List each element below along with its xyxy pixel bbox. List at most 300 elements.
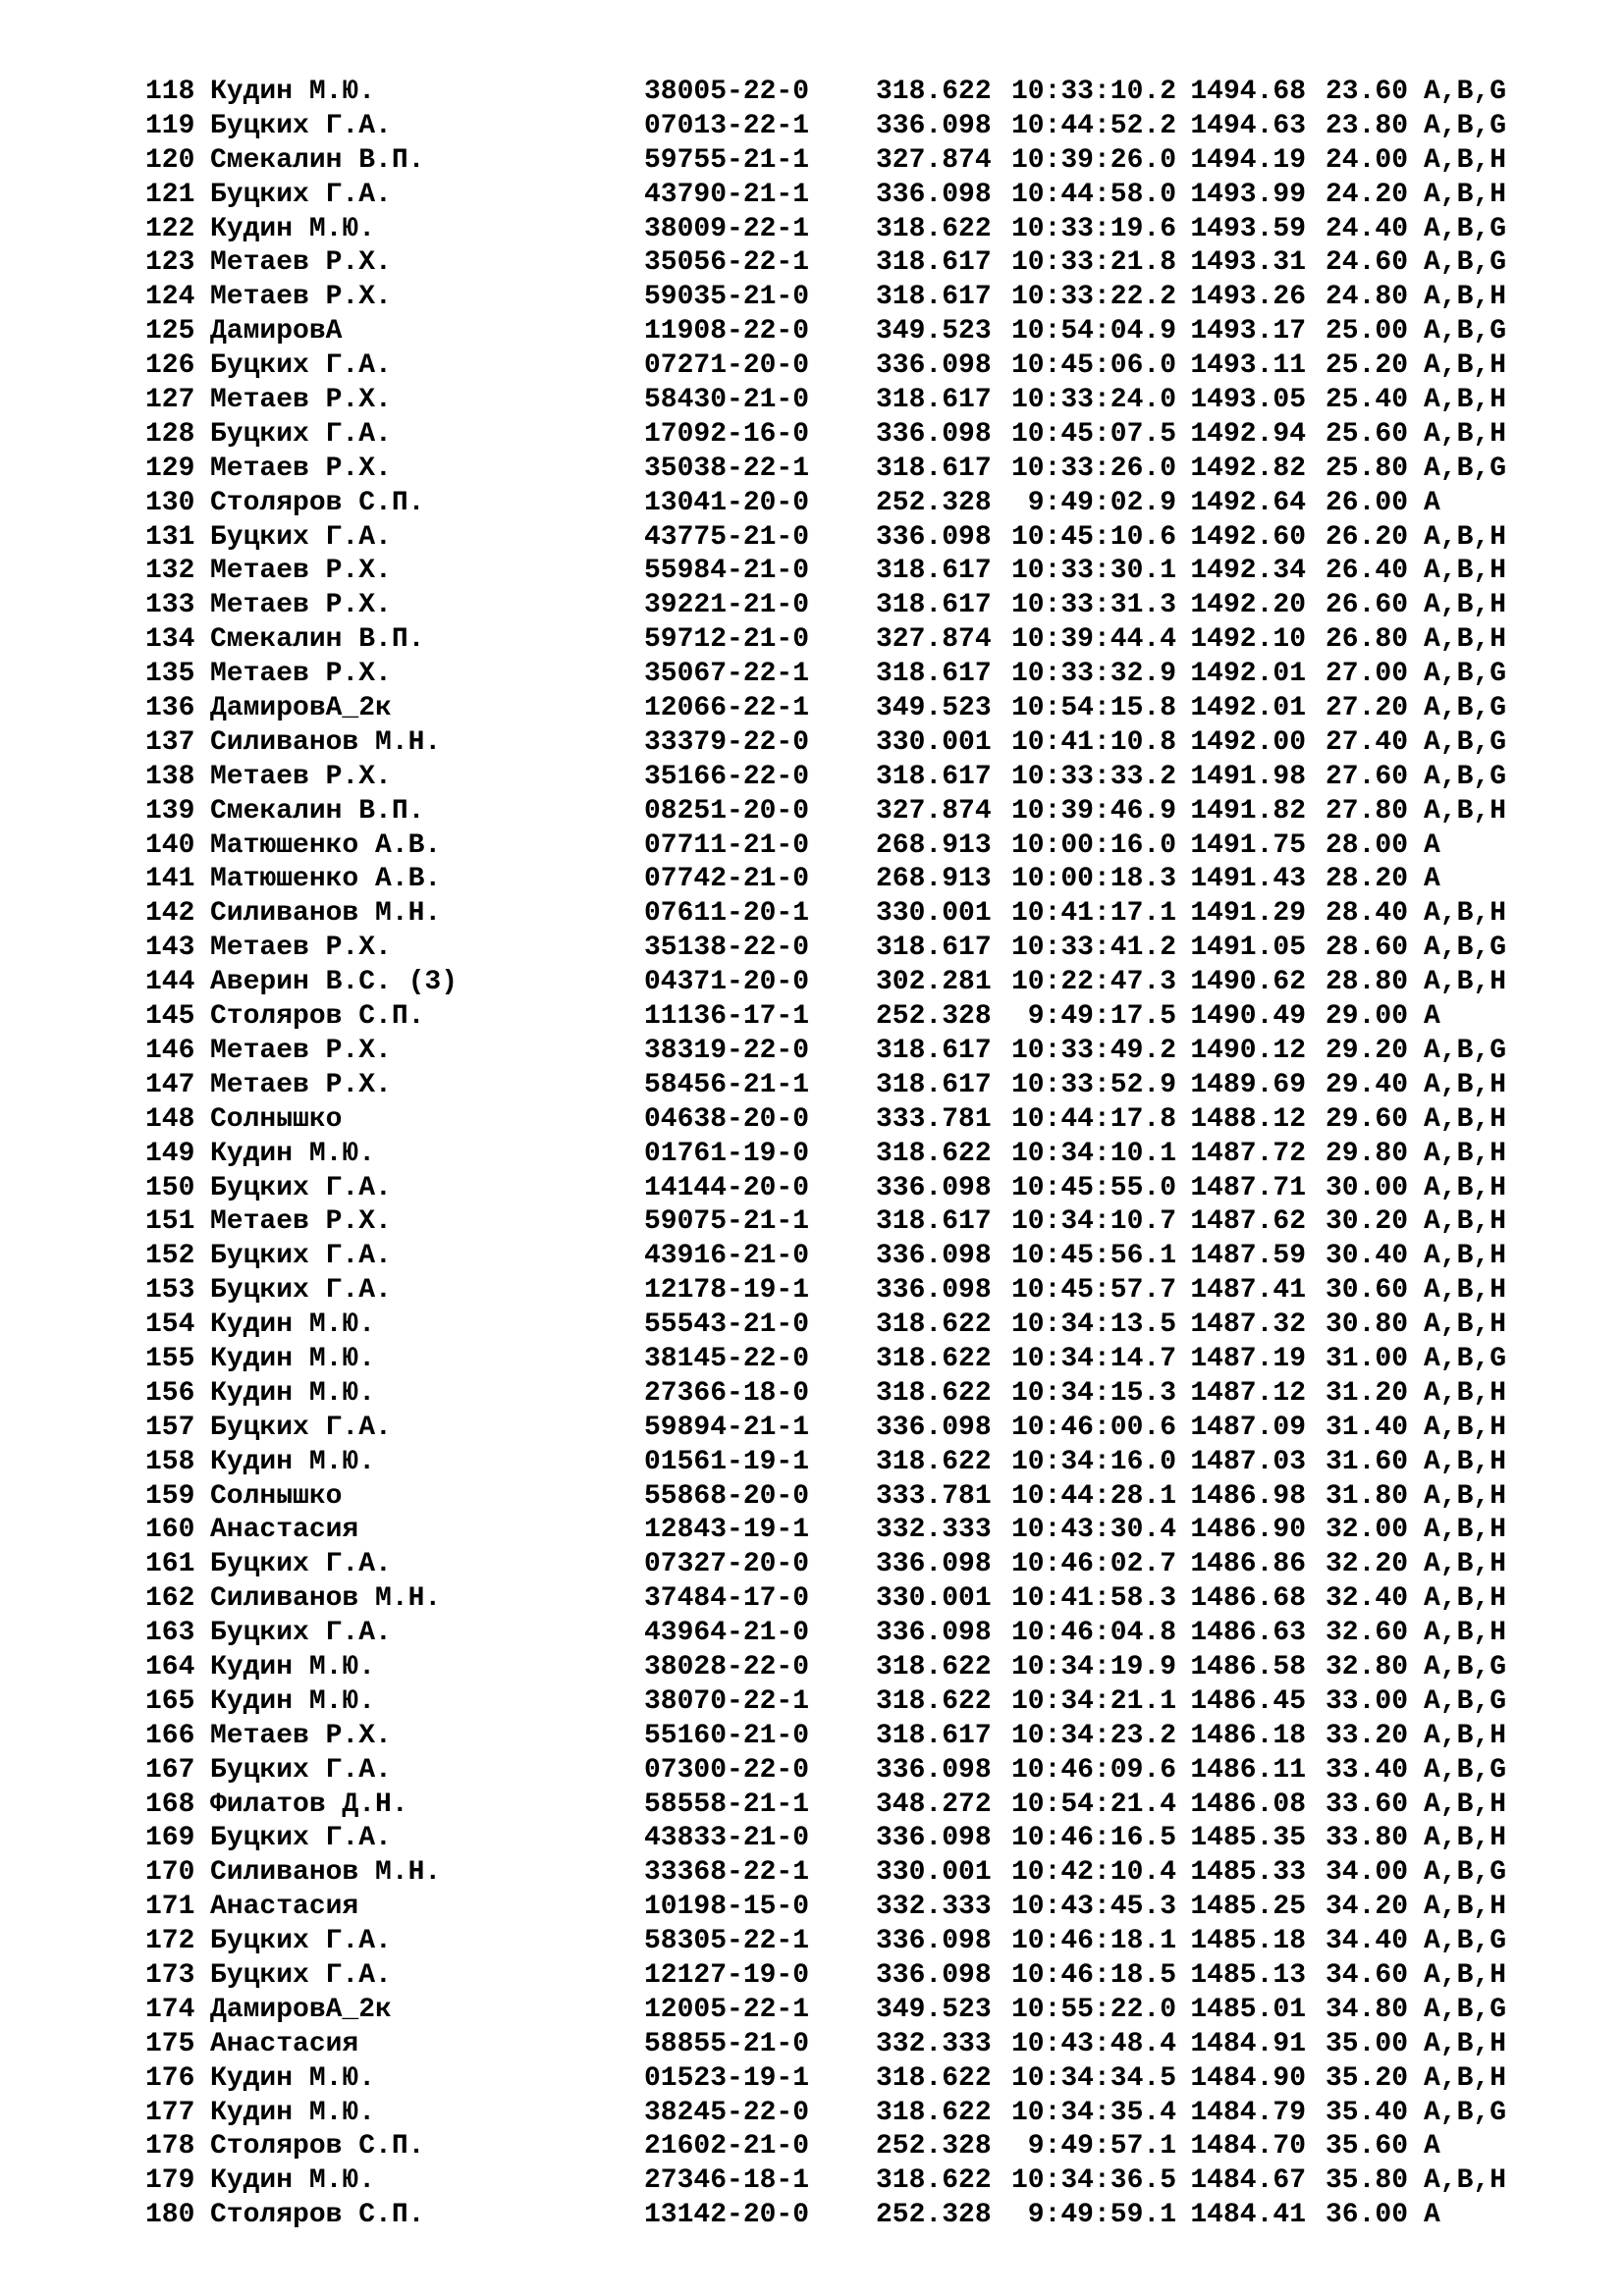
place-number: 175 [145,2028,195,2059]
speed-value: 1485.18 [1190,1926,1306,1957]
speed-value: 1487.19 [1190,1343,1306,1374]
distance-value: 336.098 [876,110,992,141]
distance-value: 336.098 [876,1241,992,1272]
place-number: 166 [145,1720,195,1751]
distance-value: 336.098 [876,1412,992,1443]
table-row [145,281,1506,315]
speed-value: 1492.60 [1190,521,1306,553]
table-row [145,1685,1506,1720]
speed-value: 1484.79 [1190,2097,1306,2128]
arrival-time: 10:46:02.7 [1010,1549,1176,1580]
points-value: 29.80 [1325,1138,1408,1169]
table-row [145,1035,1506,1069]
ring-number: 55543-21-0 [644,1309,810,1341]
arrival-time: 10:33:49.2 [1010,1035,1176,1066]
points-value: 34.20 [1325,1892,1408,1923]
speed-value: 1491.98 [1190,761,1306,792]
speed-value: 1491.29 [1190,898,1306,930]
arrival-time: 10:45:07.5 [1010,418,1176,450]
place-number: 124 [145,282,195,313]
speed-value: 1484.91 [1190,2028,1306,2059]
points-value: 31.80 [1325,1480,1408,1512]
speed-value: 1493.26 [1190,282,1306,313]
points-value: 30.20 [1325,1206,1408,1238]
distance-value: 252.328 [876,2200,992,2231]
table-row [145,1856,1506,1891]
arrival-time: 10:33:41.2 [1010,933,1176,964]
place-number: 148 [145,1103,195,1135]
place-number: 142 [145,898,195,930]
place-number: 169 [145,1823,195,1854]
points-value: 27.20 [1325,693,1408,724]
arrival-time: 10:33:31.3 [1010,590,1176,621]
distance-value: 330.001 [876,1583,992,1615]
place-number: 170 [145,1857,195,1889]
points-value: 23.60 [1325,77,1408,107]
distance-value: 302.281 [876,967,992,998]
distance-value: 318.622 [876,2062,992,2094]
arrival-time: 10:34:10.1 [1010,1138,1176,1169]
ring-number: 43833-21-0 [644,1823,810,1854]
speed-value: 1491.43 [1190,864,1306,895]
distance-value: 318.617 [876,590,992,621]
speed-value: 1491.75 [1190,829,1306,861]
arrival-time: 10:55:22.0 [1010,1994,1176,2025]
class-codes: A,B,H [1424,1103,1507,1135]
distance-value: 318.617 [876,282,992,313]
table-row [145,384,1506,418]
points-value: 27.60 [1325,761,1408,792]
place-number: 172 [145,1926,195,1957]
fancier-name: Смекалин В.П. [210,144,425,176]
table-row [145,1789,1506,1823]
place-number: 121 [145,179,195,210]
arrival-time: 10:34:15.3 [1010,1377,1176,1409]
speed-value: 1487.72 [1190,1138,1306,1169]
speed-value: 1491.82 [1190,795,1306,827]
fancier-name: Буцких Г.А. [210,1959,392,1991]
speed-value: 1487.03 [1190,1446,1306,1477]
fancier-name: Анастасия [210,1892,359,1923]
points-value: 34.40 [1325,1926,1408,1957]
ring-number: 27346-18-1 [644,2165,810,2197]
speed-value: 1487.09 [1190,1412,1306,1443]
distance-value: 318.617 [876,1720,992,1751]
speed-value: 1489.69 [1190,1069,1306,1100]
ring-number: 58456-21-1 [644,1069,810,1100]
ring-number: 59075-21-1 [644,1206,810,1238]
arrival-time: 10:43:30.4 [1010,1515,1176,1546]
speed-value: 1490.62 [1190,967,1306,998]
fancier-name: Кудин М.Ю. [210,1446,376,1477]
table-row [145,1617,1506,1651]
arrival-time: 10:34:23.2 [1010,1720,1176,1751]
ring-number: 17092-16-0 [644,418,810,450]
table-row [145,110,1506,144]
class-codes: A,B,H [1424,385,1507,416]
points-value: 33.20 [1325,1720,1408,1751]
place-number: 136 [145,693,195,724]
speed-value: 1484.70 [1190,2131,1306,2163]
speed-value: 1485.25 [1190,1892,1306,1923]
distance-value: 336.098 [876,350,992,382]
fancier-name: Анастасия [210,2028,359,2059]
fancier-name: Столяров С.П. [210,487,425,518]
table-row [145,589,1506,623]
table-row [145,966,1506,1000]
distance-value: 318.617 [876,659,992,690]
fancier-name: Солнышко [210,1480,343,1512]
table-row [145,1412,1506,1446]
class-codes: A,B,H [1424,967,1507,998]
ring-number: 12066-22-1 [644,693,810,724]
fancier-name: Солнышко [210,1103,343,1135]
fancier-name: Аверин В.С. (3) [210,967,459,998]
ring-number: 07611-20-1 [644,898,810,930]
ring-number: 59712-21-0 [644,624,810,656]
table-row [145,726,1506,761]
points-value: 29.60 [1325,1103,1408,1135]
class-codes: A,B,H [1424,521,1507,553]
points-value: 33.80 [1325,1823,1408,1854]
fancier-name: Буцких Г.А. [210,179,392,210]
distance-value: 327.874 [876,144,992,176]
ring-number: 07711-21-0 [644,829,810,861]
distance-value: 336.098 [876,1823,992,1854]
class-codes: A,B,G [1424,1343,1507,1374]
arrival-time: 10:45:06.0 [1010,350,1176,382]
distance-value: 318.617 [876,1069,992,1100]
arrival-time: 10:46:00.6 [1010,1412,1176,1443]
place-number: 171 [145,1892,195,1923]
points-value: 33.40 [1325,1754,1408,1786]
place-number: 154 [145,1309,195,1341]
speed-value: 1487.32 [1190,1309,1306,1341]
class-codes: A,B,H [1424,1206,1507,1238]
place-number: 153 [145,1275,195,1307]
table-row [145,1172,1506,1206]
distance-value: 318.617 [876,385,992,416]
class-codes: A,B,G [1424,1035,1507,1066]
arrival-time: 10:33:21.8 [1010,247,1176,279]
table-row [145,658,1506,692]
fancier-name: Метаев Р.Х. [210,453,392,484]
speed-value: 1486.08 [1190,1789,1306,1820]
place-number: 144 [145,967,195,998]
fancier-name: Смекалин В.П. [210,795,425,827]
arrival-time: 10:33:24.0 [1010,385,1176,416]
class-codes: A,B,H [1424,1823,1507,1854]
class-codes: A,B,H [1424,1241,1507,1272]
arrival-time: 10:34:13.5 [1010,1309,1176,1341]
distance-value: 318.617 [876,1206,992,1238]
fancier-name: Филатов Д.Н. [210,1789,408,1820]
table-row [145,2062,1506,2097]
points-value: 31.40 [1325,1412,1408,1443]
points-value: 27.00 [1325,659,1408,690]
arrival-time: 9:49:17.5 [1027,1001,1176,1033]
place-number: 147 [145,1069,195,1100]
fancier-name: ДамировА_2к [210,1994,392,2025]
table-row [145,315,1506,349]
table-row [145,487,1506,521]
fancier-name: Буцких Г.А. [210,1172,392,1203]
table-row [145,179,1506,213]
fancier-name: Силиванов М.Н. [210,1583,442,1615]
table-row [145,453,1506,487]
arrival-time: 10:33:32.9 [1010,659,1176,690]
arrival-time: 10:46:09.6 [1010,1754,1176,1786]
arrival-time: 10:39:26.0 [1010,144,1176,176]
table-row [145,1754,1506,1789]
points-value: 24.40 [1325,213,1408,244]
class-codes: A,B,G [1424,1926,1507,1957]
place-number: 167 [145,1754,195,1786]
place-number: 177 [145,2097,195,2128]
fancier-name: Буцких Г.А. [210,1275,392,1307]
distance-value: 268.913 [876,829,992,861]
distance-value: 333.781 [876,1103,992,1135]
ring-number: 13041-20-0 [644,487,810,518]
distance-value: 336.098 [876,1926,992,1957]
speed-value: 1492.01 [1190,659,1306,690]
ring-number: 38145-22-0 [644,1343,810,1374]
ring-number: 37484-17-0 [644,1583,810,1615]
points-value: 28.60 [1325,933,1408,964]
speed-value: 1494.19 [1190,144,1306,176]
ring-number: 04638-20-0 [644,1103,810,1135]
points-value: 35.00 [1325,2028,1408,2059]
ring-number: 12127-19-0 [644,1959,810,1991]
speed-value: 1486.68 [1190,1583,1306,1615]
points-value: 25.80 [1325,453,1408,484]
ring-number: 07300-22-0 [644,1754,810,1786]
ring-number: 55160-21-0 [644,1720,810,1751]
points-value: 29.40 [1325,1069,1408,1100]
table-row [145,144,1506,179]
ring-number: 33368-22-1 [644,1857,810,1889]
speed-value: 1485.01 [1190,1994,1306,2025]
points-value: 28.20 [1325,864,1408,895]
distance-value: 318.622 [876,2097,992,2128]
place-number: 135 [145,659,195,690]
class-codes: A,B,G [1424,213,1507,244]
speed-value: 1485.35 [1190,1823,1306,1854]
speed-value: 1494.63 [1190,110,1306,141]
fancier-name: Метаев Р.Х. [210,1206,392,1238]
class-codes: A,B,H [1424,1959,1507,1991]
points-value: 33.00 [1325,1685,1408,1717]
arrival-time: 10:33:52.9 [1010,1069,1176,1100]
distance-value: 318.617 [876,761,992,792]
place-number: 119 [145,110,195,141]
distance-value: 318.622 [876,1446,992,1477]
points-value: 36.00 [1325,2200,1408,2231]
class-codes: A,B,H [1424,1549,1507,1580]
distance-value: 318.622 [876,1138,992,1169]
class-codes: A,B,H [1424,1892,1507,1923]
class-codes: A,B,G [1424,1754,1507,1786]
class-codes: A [1424,2131,1440,2163]
class-codes: A,B,G [1424,693,1507,724]
distance-value: 318.617 [876,453,992,484]
points-value: 25.60 [1325,418,1408,450]
distance-value: 318.617 [876,933,992,964]
fancier-name: Матюшенко А.В. [210,829,442,861]
table-row [145,555,1506,589]
speed-value: 1492.94 [1190,418,1306,450]
points-value: 26.40 [1325,556,1408,587]
ring-number: 07013-22-1 [644,110,810,141]
class-codes: A [1424,1001,1440,1033]
speed-value: 1487.12 [1190,1377,1306,1409]
fancier-name: Метаев Р.Х. [210,761,392,792]
ring-number: 21602-21-0 [644,2131,810,2163]
fancier-name: Силиванов М.Н. [210,1857,442,1889]
table-row [145,1205,1506,1240]
fancier-name: Кудин М.Ю. [210,1377,376,1409]
ring-number: 01523-19-1 [644,2062,810,2094]
place-number: 131 [145,521,195,553]
distance-value: 330.001 [876,726,992,758]
points-value: 30.00 [1325,1172,1408,1203]
distance-value: 318.622 [876,77,992,107]
place-number: 129 [145,453,195,484]
class-codes: A,B,G [1424,1857,1507,1889]
distance-value: 318.617 [876,1035,992,1066]
fancier-name: Кудин М.Ю. [210,1309,376,1341]
distance-value: 336.098 [876,1754,992,1786]
speed-value: 1492.82 [1190,453,1306,484]
ring-number: 43775-21-0 [644,521,810,553]
place-number: 145 [145,1001,195,1033]
ring-number: 12178-19-1 [644,1275,810,1307]
table-row [145,1308,1506,1343]
fancier-name: ДамировА [210,316,343,347]
arrival-time: 10:34:19.9 [1010,1651,1176,1682]
fancier-name: Буцких Г.А. [210,350,392,382]
table-row [145,418,1506,453]
class-codes: A [1424,2200,1440,2231]
points-value: 25.40 [1325,385,1408,416]
class-codes: A,B,G [1424,453,1507,484]
place-number: 126 [145,350,195,382]
table-row [145,2130,1506,2164]
ring-number: 58305-22-1 [644,1926,810,1957]
ring-number: 35038-22-1 [644,453,810,484]
points-value: 34.00 [1325,1857,1408,1889]
points-value: 29.00 [1325,1001,1408,1033]
ring-number: 43964-21-0 [644,1618,810,1649]
place-number: 160 [145,1515,195,1546]
arrival-time: 10:45:10.6 [1010,521,1176,553]
ring-number: 59035-21-0 [644,282,810,313]
table-row [145,213,1506,247]
distance-value: 318.622 [876,1651,992,1682]
ring-number: 38005-22-0 [644,77,810,107]
fancier-name: Кудин М.Ю. [210,77,376,107]
place-number: 132 [145,556,195,587]
fancier-name: Анастасия [210,1515,359,1546]
table-row [145,1651,1506,1685]
ring-number: 12005-22-1 [644,1994,810,2025]
ring-number: 35067-22-1 [644,659,810,690]
arrival-time: 10:46:04.8 [1010,1618,1176,1649]
points-value: 30.40 [1325,1241,1408,1272]
distance-value: 336.098 [876,1172,992,1203]
arrival-time: 10:46:18.5 [1010,1959,1176,1991]
class-codes: A [1424,829,1440,861]
fancier-name: Буцких Г.А. [210,1549,392,1580]
ring-number: 58430-21-0 [644,385,810,416]
points-value: 23.80 [1325,110,1408,141]
table-row [145,829,1506,864]
points-value: 26.20 [1325,521,1408,553]
ring-number: 07271-20-0 [644,350,810,382]
arrival-time: 10:44:17.8 [1010,1103,1176,1135]
table-row [145,76,1506,110]
ring-number: 07327-20-0 [644,1549,810,1580]
arrival-time: 10:34:14.7 [1010,1343,1176,1374]
distance-value: 327.874 [876,624,992,656]
class-codes: A,B,H [1424,1069,1507,1100]
arrival-time: 10:54:21.4 [1010,1789,1176,1820]
class-codes: A,B,H [1424,1515,1507,1546]
arrival-time: 10:33:26.0 [1010,453,1176,484]
distance-value: 336.098 [876,418,992,450]
distance-value: 336.098 [876,521,992,553]
table-row [145,795,1506,829]
class-codes: A,B,G [1424,933,1507,964]
arrival-time: 10:33:22.2 [1010,282,1176,313]
distance-value: 318.622 [876,1377,992,1409]
place-number: 159 [145,1480,195,1512]
arrival-time: 10:34:36.5 [1010,2165,1176,2197]
place-number: 156 [145,1377,195,1409]
arrival-time: 10:41:58.3 [1010,1583,1176,1615]
fancier-name: Буцких Г.А. [210,1241,392,1272]
place-number: 141 [145,864,195,895]
fancier-name: Метаев Р.Х. [210,1720,392,1751]
place-number: 178 [145,2131,195,2163]
table-row [145,1822,1506,1856]
ring-number: 33379-22-0 [644,726,810,758]
speed-value: 1492.34 [1190,556,1306,587]
class-codes: A,B,H [1424,179,1507,210]
table-row [145,2199,1506,2233]
class-codes: A,B,G [1424,1685,1507,1717]
ring-number: 38009-22-1 [644,213,810,244]
fancier-name: Буцких Г.А. [210,418,392,450]
fancier-name: Кудин М.Ю. [210,213,376,244]
points-value: 31.20 [1325,1377,1408,1409]
distance-value: 318.622 [876,2165,992,2197]
fancier-name: Кудин М.Ю. [210,1685,376,1717]
arrival-time: 10:54:15.8 [1010,693,1176,724]
place-number: 140 [145,829,195,861]
speed-value: 1490.12 [1190,1035,1306,1066]
table-row [145,623,1506,658]
points-value: 32.60 [1325,1618,1408,1649]
distance-value: 268.913 [876,864,992,895]
class-codes: A,B,G [1424,761,1507,792]
place-number: 179 [145,2165,195,2197]
fancier-name: Столяров С.П. [210,1001,425,1033]
points-value: 26.00 [1325,487,1408,518]
points-value: 35.60 [1325,2131,1408,2163]
class-codes: A,B,H [1424,144,1507,176]
fancier-name: Буцких Г.А. [210,1618,392,1649]
